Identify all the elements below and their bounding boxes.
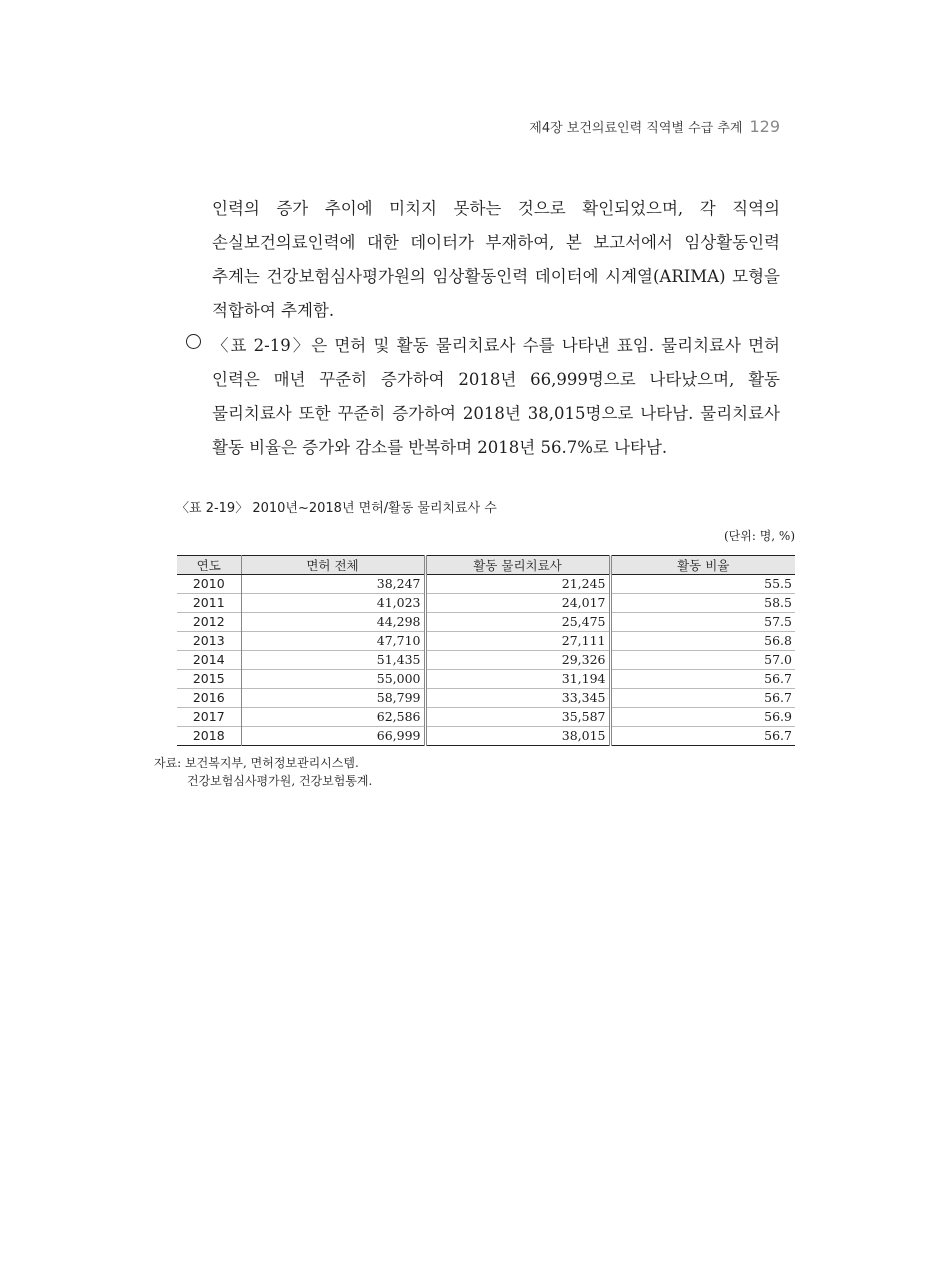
chapter-title: 제4장 보건의료인력 직역별 수급 추계	[529, 121, 743, 136]
cell-active: 21,245	[425, 575, 610, 594]
paragraph-1: 인력의 증가 추이에 미치지 못하는 것으로 확인되었으며, 각 직역의 손실보건의료인력에 대한 데이터가 부재하여, 본 보고서에서 임상활동인력 추계는 건강보험심사평가원의 임상활동인력 데이터에 시계열(ARIMA) 모형을 적합하여 추계함.	[212, 199, 780, 320]
cell-licensed: 55,000	[241, 670, 425, 689]
cell-year: 2014	[177, 651, 241, 670]
table-row	[177, 575, 795, 594]
cell-ratio: 57.0	[610, 651, 795, 670]
cell-licensed: 44,298	[241, 613, 425, 632]
column-header-ratio: 활동 비율	[610, 556, 795, 575]
cell-licensed: 58,799	[241, 689, 425, 708]
cell-year: 2018	[177, 727, 241, 746]
cell-year: 2013	[177, 632, 241, 651]
cell-licensed: 47,710	[241, 632, 425, 651]
cell-licensed: 51,435	[241, 651, 425, 670]
cell-licensed: 41,023	[241, 594, 425, 613]
paragraph-2: 〈표 2-19〉은 면허 및 활동 물리치료사 수를 나타낸 표임. 물리치료사 면허 인력은 매년 꾸준히 증가하여 2018년 66,999명으로 나타났으며, 활동 물리치료사 또한 꾸준히 증가하여 2018년 38,015명으로 나타남. 물리치료사 활동 비율은 증가와 감소를 반복하며 2018년 56.7%로 나타남.	[212, 336, 780, 457]
table-row	[177, 727, 795, 746]
table-row	[177, 670, 795, 689]
table-caption: 〈표 2-19〉 2010년~2018년 면허/활동 물리치료사 수	[176, 501, 497, 516]
cell-ratio: 57.5	[610, 613, 795, 632]
cell-active: 27,111	[425, 632, 610, 651]
cell-ratio: 56.9	[610, 708, 795, 727]
page-number: 129	[749, 117, 780, 136]
cell-active: 25,475	[425, 613, 610, 632]
cell-ratio: 56.7	[610, 689, 795, 708]
cell-ratio: 56.7	[610, 670, 795, 689]
cell-active: 31,194	[425, 670, 610, 689]
cell-active: 29,326	[425, 651, 610, 670]
cell-active: 35,587	[425, 708, 610, 727]
cell-year: 2017	[177, 708, 241, 727]
cell-ratio: 56.8	[610, 632, 795, 651]
cell-year: 2010	[177, 575, 241, 594]
cell-year: 2011	[177, 594, 241, 613]
cell-year: 2016	[177, 689, 241, 708]
column-header-active: 활동 물리치료사	[425, 556, 610, 575]
column-header-licensed: 면허 전체	[241, 556, 425, 575]
cell-active: 33,345	[425, 689, 610, 708]
cell-year: 2015	[177, 670, 241, 689]
table-row	[177, 708, 795, 727]
running-header	[529, 117, 780, 136]
cell-licensed: 62,586	[241, 708, 425, 727]
cell-active: 38,015	[425, 727, 610, 746]
cell-ratio: 55.5	[764, 576, 792, 591]
table-row	[177, 689, 795, 708]
table-unit: (단위: 명, %)	[723, 529, 795, 543]
table-row	[177, 632, 795, 651]
cell-active: 24,017	[425, 594, 610, 613]
table-row	[177, 651, 795, 670]
cell-licensed: 66,999	[241, 727, 425, 746]
circle-bullet-icon	[186, 334, 201, 349]
cell-licensed: 38,247	[241, 575, 425, 594]
cell-ratio: 58.5	[610, 594, 795, 613]
cell-year: 2012	[177, 613, 241, 632]
source-note	[154, 754, 372, 790]
table-row	[177, 613, 795, 632]
source-line-1: 자료: 보건복지부, 면허정보관리시스템.	[154, 756, 359, 770]
column-header-year: 연도	[177, 556, 241, 575]
data-table	[177, 555, 795, 746]
table-header-row	[177, 556, 795, 575]
table-row	[177, 594, 795, 613]
source-line-2: 건강보험심사평가원, 건강보험통계.	[187, 774, 373, 788]
cell-ratio: 56.7	[610, 727, 795, 746]
